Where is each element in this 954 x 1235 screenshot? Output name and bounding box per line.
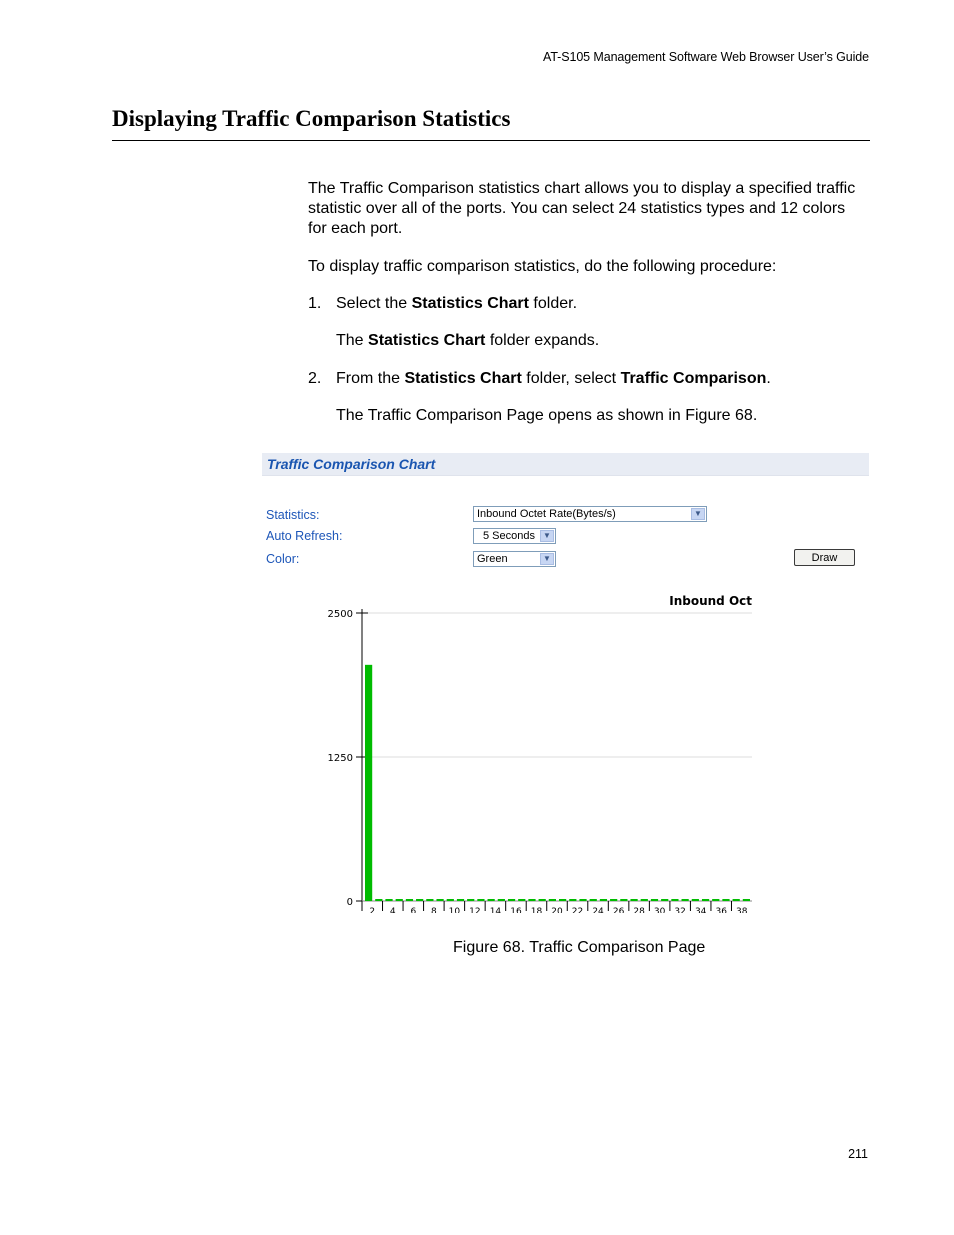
bar — [712, 899, 719, 901]
traffic-bar-chart — [262, 583, 869, 913]
intro-paragraph: The Traffic Comparison statistics chart allows you to display a specified traffic statistic over all of the ports. You can select 24 statistics types and 12 colors for each port. — [308, 180, 856, 237]
x-tick-label: 14 — [489, 907, 502, 913]
bar — [488, 899, 495, 901]
bar — [549, 899, 556, 901]
statistics-label: Statistics: — [266, 508, 320, 522]
bar — [671, 899, 678, 901]
x-tick-label: 30 — [653, 907, 666, 913]
step-number: 2. — [308, 370, 322, 387]
chart-title: Inbound Oct — [669, 594, 752, 608]
x-tick-label: 34 — [694, 907, 707, 913]
bar — [702, 899, 709, 901]
bar — [600, 899, 607, 901]
draw-button[interactable]: Draw — [794, 549, 855, 566]
section-title: Displaying Traffic Comparison Statistics — [112, 106, 511, 131]
color-label: Color: — [266, 552, 300, 566]
bar — [457, 899, 464, 901]
y-tick-label: 0 — [346, 897, 353, 908]
bar — [579, 899, 586, 901]
bar — [365, 665, 372, 901]
bar — [569, 899, 576, 901]
bar — [436, 899, 443, 901]
step-number: 1. — [308, 295, 322, 312]
bar — [396, 899, 403, 901]
bar — [743, 899, 750, 901]
bar — [651, 899, 658, 901]
x-tick-label: 10 — [448, 907, 461, 913]
y-tick-label: 1250 — [327, 753, 353, 764]
bar — [692, 899, 699, 901]
bar — [498, 899, 505, 901]
x-tick-label: 12 — [469, 907, 481, 913]
procedure-intro: To display traffic comparison statistics, do the following procedure: — [308, 258, 777, 275]
bar — [559, 899, 566, 901]
x-tick-label: 26 — [612, 907, 625, 913]
bar — [630, 899, 637, 901]
chevron-down-icon[interactable]: ▼ — [540, 530, 554, 542]
bar — [722, 899, 729, 901]
step-2-result: The Traffic Comparison Page opens as shown in Figure 68. — [336, 407, 758, 424]
x-tick-label: 20 — [551, 907, 563, 913]
statistics-select[interactable] — [473, 506, 707, 522]
bar — [447, 899, 454, 901]
bar — [508, 899, 515, 901]
bar — [477, 899, 484, 901]
step-1-result: The Statistics Chart folder expands. — [336, 332, 600, 349]
x-tick-label: 16 — [510, 907, 522, 913]
bar — [610, 899, 617, 901]
figure-caption: Figure 68. Traffic Comparison Page — [453, 939, 706, 956]
bar — [590, 899, 597, 901]
step-text: From the Statistics Chart folder, select Traffic Comparison. — [336, 370, 771, 387]
x-tick-label: 8 — [430, 907, 437, 913]
bar — [620, 899, 627, 901]
x-tick-label: 2 — [369, 907, 376, 913]
running-header: AT-S105 Management Software Web Browser User’s Guide — [543, 50, 869, 64]
x-tick-label: 22 — [571, 907, 584, 913]
bar — [385, 899, 392, 901]
x-tick-label: 38 — [736, 907, 748, 913]
bar — [416, 899, 423, 901]
x-tick-label: 24 — [592, 907, 604, 913]
auto-refresh-select[interactable] — [473, 528, 556, 544]
auto-refresh-label: Auto Refresh: — [266, 529, 343, 543]
chevron-down-icon[interactable]: ▼ — [540, 553, 554, 565]
x-tick-label: 4 — [389, 907, 396, 913]
step-text: Select the Statistics Chart folder. — [336, 295, 578, 312]
bar — [426, 899, 433, 901]
bar — [406, 899, 413, 901]
auto-refresh-value: 5 Seconds — [483, 530, 535, 542]
panel-header — [262, 453, 869, 476]
bar — [641, 899, 648, 901]
x-tick-label: 32 — [674, 907, 686, 913]
bar — [682, 899, 689, 901]
bar — [375, 899, 382, 901]
bar — [467, 899, 474, 901]
x-tick-label: 18 — [530, 907, 543, 913]
color-value: Green — [477, 553, 508, 565]
traffic-comparison-panel — [262, 453, 869, 913]
x-tick-label: 36 — [715, 907, 727, 913]
chevron-down-icon[interactable]: ▼ — [691, 508, 705, 520]
bar — [528, 899, 535, 901]
bar — [518, 899, 525, 901]
page-number: 211 — [848, 1147, 868, 1161]
bar — [539, 899, 546, 901]
panel-title: Traffic Comparison Chart — [267, 456, 436, 472]
title-rule — [112, 140, 870, 141]
x-tick-label: 28 — [633, 907, 645, 913]
x-tick-label: 6 — [410, 907, 417, 913]
bar — [661, 899, 668, 901]
color-select[interactable] — [473, 551, 556, 567]
bar — [733, 899, 740, 901]
statistics-value: Inbound Octet Rate(Bytes/s) — [477, 508, 616, 520]
y-tick-label: 2500 — [327, 609, 353, 620]
